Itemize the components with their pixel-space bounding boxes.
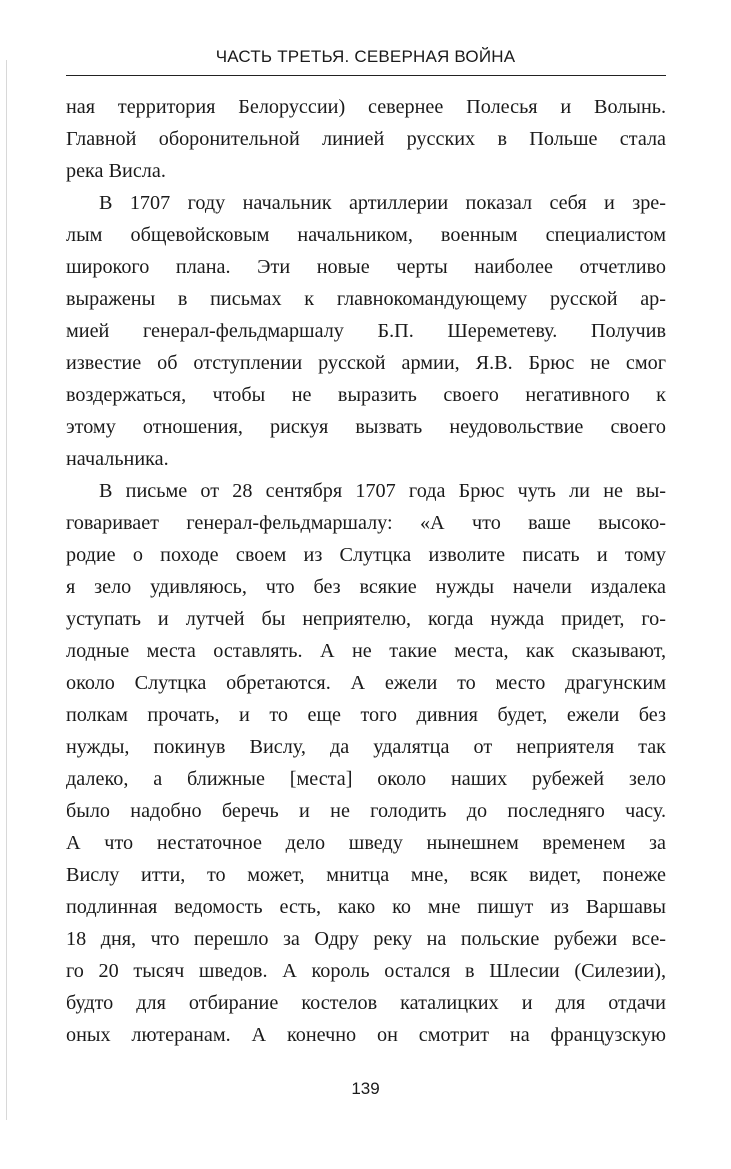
page-number: 139	[351, 1079, 380, 1098]
text-line: говаривает генерал-фельдмаршалу: «А что ваше высоко-	[66, 512, 666, 534]
text-line: выражены в письмах к главнокомандующему русской ар-	[66, 288, 666, 310]
text-line: В письме от 28 сентября 1707 года Брюс чуть ли не вы-	[99, 480, 666, 502]
text-line: оных лютеранам. А конечно он смотрит на французскую	[66, 1024, 666, 1046]
text-line: В 1707 году начальник артиллерии показал себя и зре-	[99, 192, 666, 214]
text-line: известие об отступлении русской армии, Я.В. Брюс не смог	[66, 352, 666, 374]
running-head: ЧАСТЬ ТРЕТЬЯ. СЕВЕРНАЯ ВОЙНА	[215, 47, 516, 66]
text-line: Вислу итти, то может, мнитца мне, всяк видет, понеже	[66, 864, 666, 886]
text-line: я зело удивляюсь, что без всякие нужды начели издалека	[66, 576, 666, 598]
text-line: уступать и лутчей бы неприятелю, когда нужда придет, го-	[66, 608, 666, 630]
text-line: около Слутцка обретаются. А ежели то место драгунским	[66, 672, 666, 694]
text-line: го 20 тысяч шведов. А король остался в Шлесии (Силезии),	[66, 960, 666, 982]
text-line: ная территория Белоруссии) севернее Полесья и Волынь.	[66, 96, 666, 118]
text-line: река Висла.	[66, 160, 166, 182]
text-line: родие о походе своем из Слутцка изволите писать и тому	[66, 544, 666, 566]
text-line: Главной оборонительной линией русских в Польше стала	[66, 128, 666, 150]
text-line: этому отношения, рискуя вызвать неудовольствие своего	[66, 416, 666, 438]
text-line: А что нестаточное дело шведу нынешнем временем за	[66, 832, 666, 854]
scan-edge-shadow	[6, 60, 7, 1120]
text-line: будто для отбирание костелов каталицких и для отдачи	[66, 992, 666, 1014]
text-line: полкам прочать, и то еще того дивния будет, ежели без	[66, 704, 666, 726]
text-line: было надобно беречь и не голодить до последняго часу.	[66, 800, 666, 822]
text-line: лодные места оставлять. А не такие места, как сказывают,	[66, 640, 666, 662]
text-line: широкого плана. Эти новые черты наиболее отчетливо	[66, 256, 666, 278]
text-line: 18 дня, что перешло за Одру реку на польские рубежи все-	[66, 928, 666, 950]
text-line: воздержаться, чтобы не выразить своего негативного к	[66, 384, 666, 406]
text-line: начальника.	[66, 448, 169, 470]
text-line: мией генерал-фельдмаршалу Б.П. Шереметеву. Получив	[66, 320, 666, 342]
text-line: подлинная ведомость есть, како ко мне пишут из Варшавы	[66, 896, 666, 918]
text-line: лым общевойсковым начальником, военным специалистом	[66, 224, 666, 246]
header-rule	[66, 75, 666, 76]
text-line: далеко, а ближные [места] около наших рубежей зело	[66, 768, 666, 790]
text-line: нужды, покинув Вислу, да удалятца от неприятеля так	[66, 736, 666, 758]
body-text	[66, 91, 666, 1051]
